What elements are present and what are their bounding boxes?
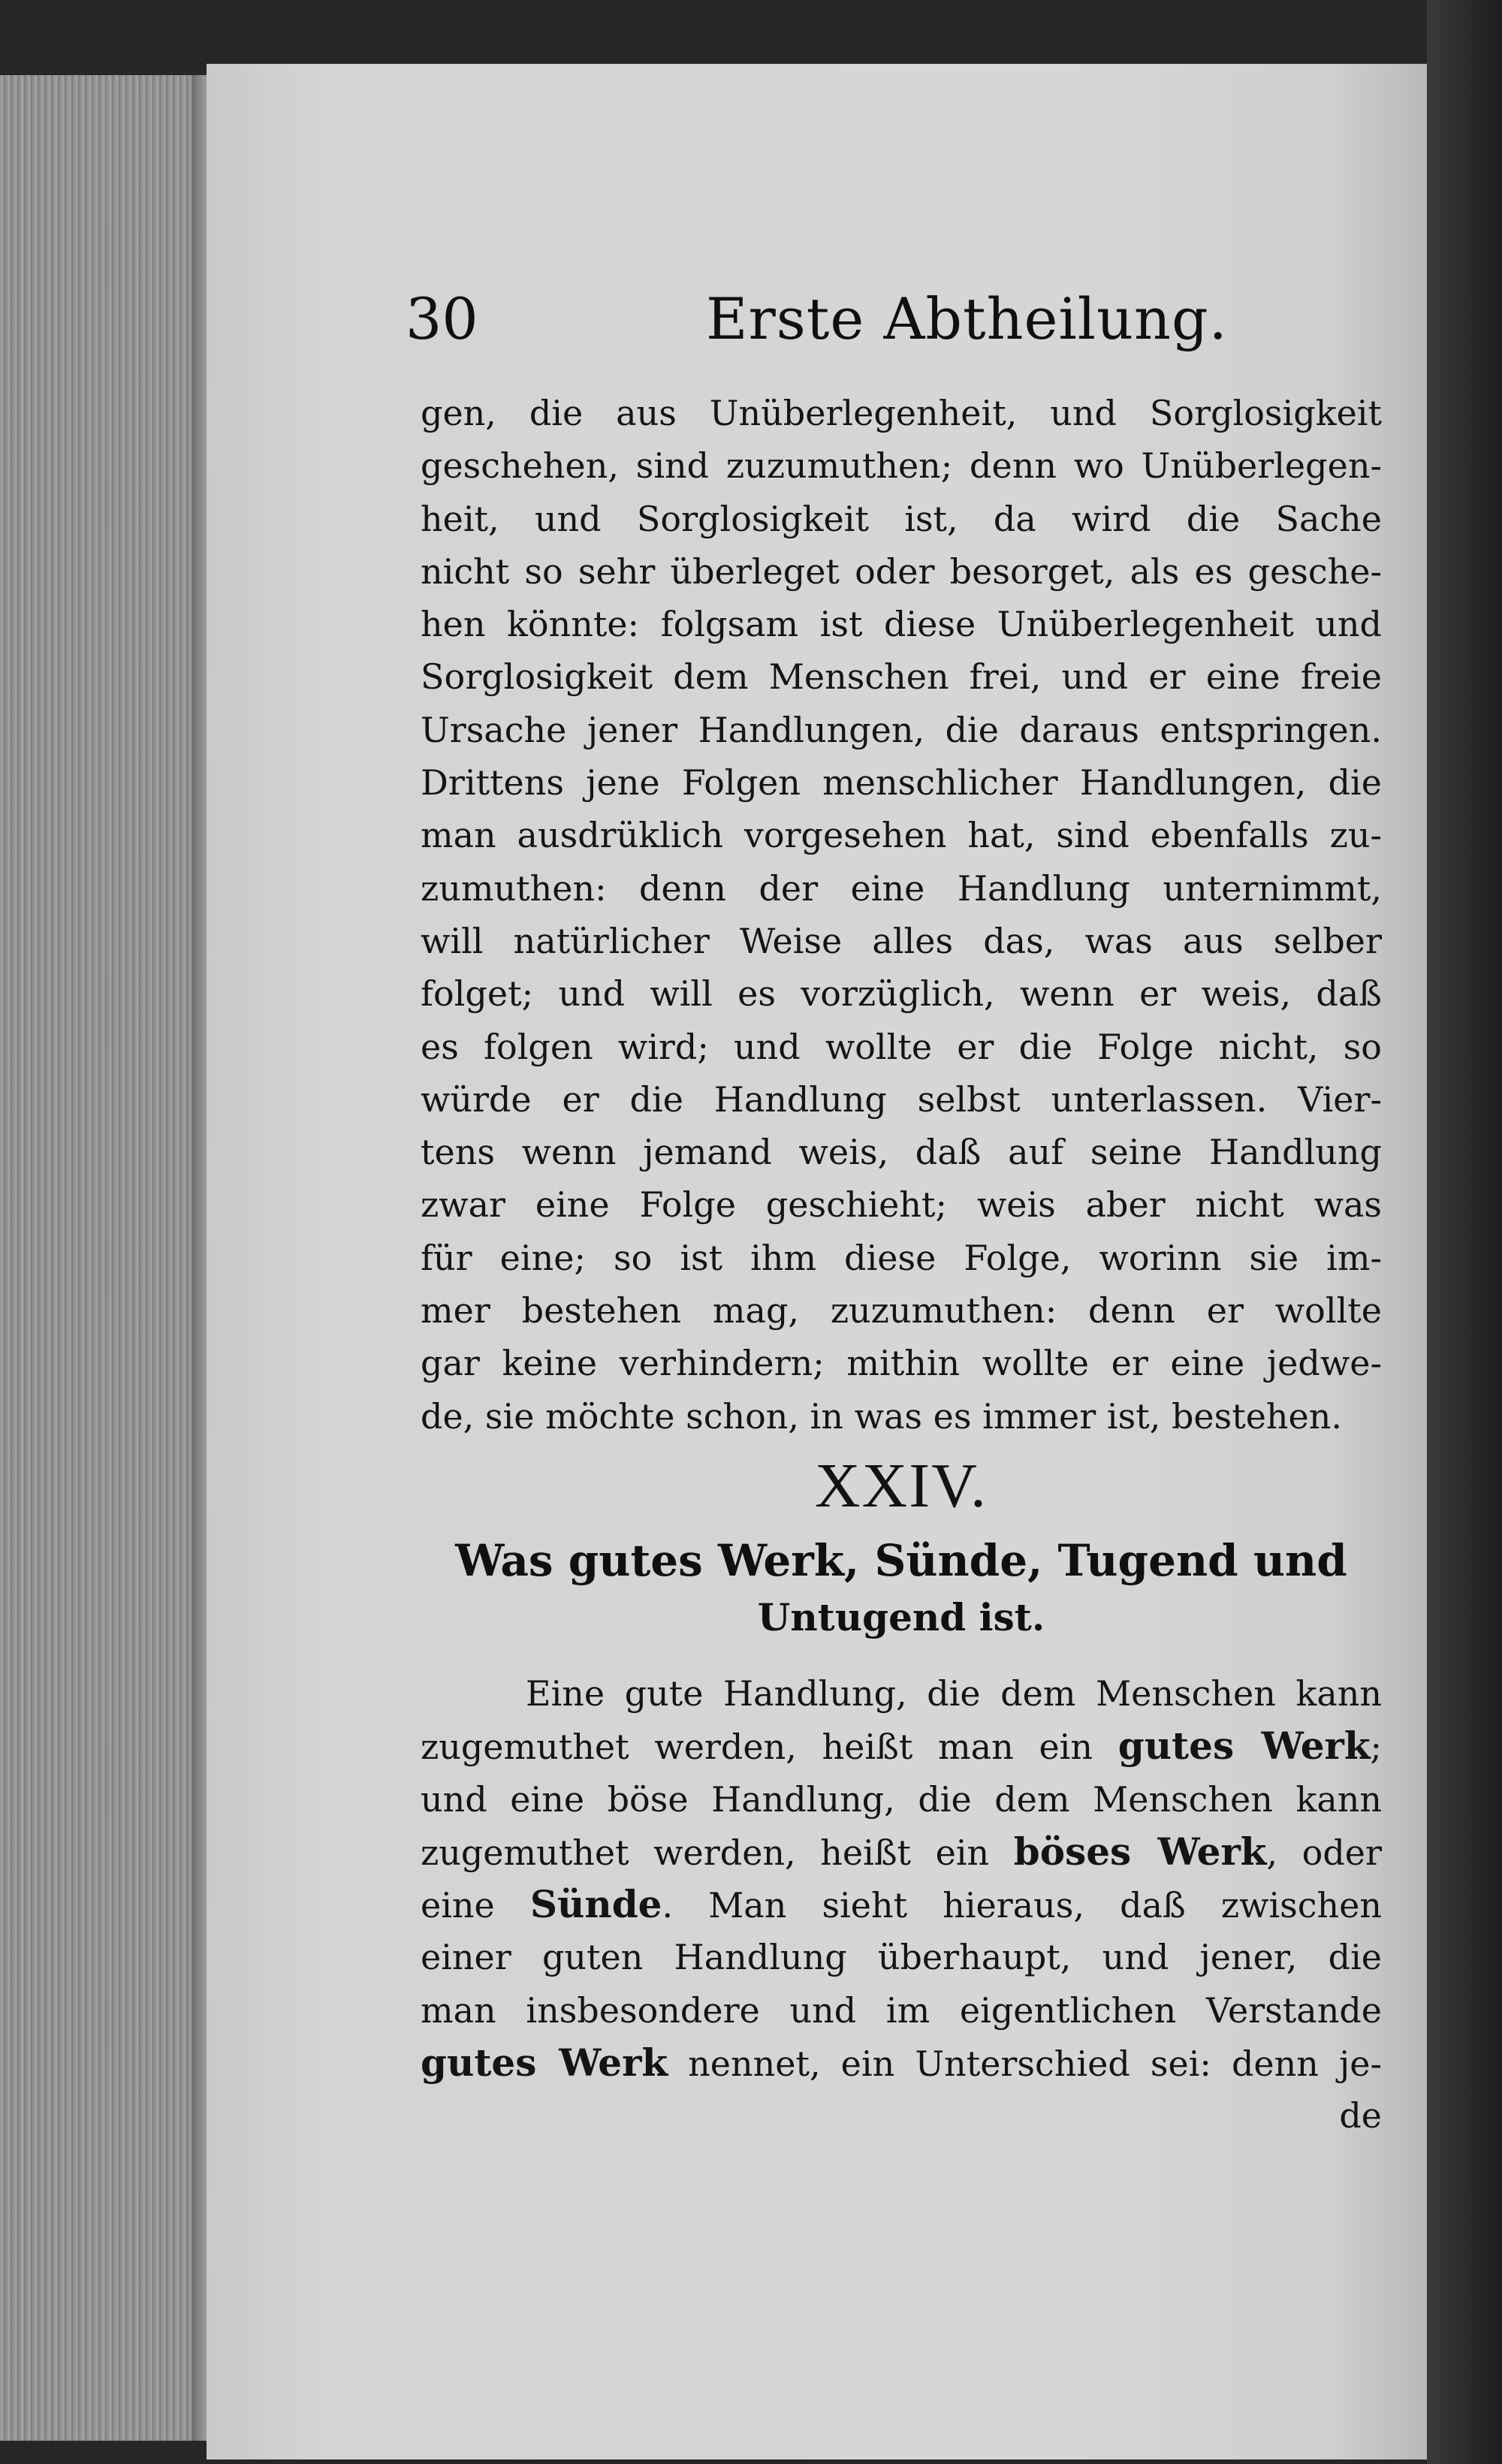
text-line: einer guten Handlung überhaupt, und jener, die: [421, 1937, 1382, 1978]
emphasized-term: gutes Werk: [421, 2040, 668, 2086]
text-run: nennet, ein Unterschied sei: denn je-: [668, 2043, 1382, 2085]
running-head: Erste Abtheilung.: [706, 285, 1228, 352]
text-line: und eine böse Handlung, die dem Menschen kann: [421, 1778, 1382, 1820]
text-line: es folgen wird; und wollte er die Folge nicht, so: [421, 1026, 1382, 1067]
text-line: man ausdrüklich vorgesehen hat, sind ebenfalls zu-: [421, 815, 1382, 856]
section-title: [421, 1532, 1382, 1646]
book-page-edges: [0, 75, 207, 2441]
page-header: [406, 285, 1382, 368]
text-line: Sorglosigkeit dem Menschen frei, und er eine freie: [421, 656, 1382, 698]
text-run: . Man sieht hieraus, daß zwischen: [662, 1885, 1382, 1926]
text-run: ;: [1370, 1727, 1382, 1768]
text-line: [421, 1878, 1382, 1931]
text-line: [421, 1720, 1382, 1772]
text-line: Eine gute Handlung, die dem Menschen kann: [526, 1673, 1382, 1714]
text-line: [421, 1826, 1382, 1878]
text-run: zugemuthet werden, heißt man ein: [421, 1727, 1118, 1768]
text-line: folget; und will es vorzüglich, wenn er weis, daß: [421, 973, 1382, 1015]
text-line: zwar eine Folge geschieht; weis aber nicht was: [421, 1184, 1382, 1226]
text-line: nicht so sehr überleget oder besorget, als es gesche-: [421, 550, 1382, 592]
text-line: heit, und Sorglosigkeit ist, da wird die Sache: [421, 498, 1382, 539]
page-number: 30: [406, 285, 478, 352]
paragraph-definition: [421, 1667, 1382, 2143]
text-line: mer bestehen mag, zuzumuthen: denn er wollte: [421, 1290, 1382, 1332]
text-line: [421, 2037, 1382, 2089]
facing-page-shadow: [1427, 0, 1502, 2464]
text-line: Drittens jene Folgen menschlicher Handlungen, die: [421, 762, 1382, 804]
text-line: gen, die aus Unüberlegenheit, und Sorglosigkeit: [421, 393, 1382, 433]
section-title-line-2: Untugend ist.: [757, 1595, 1045, 1639]
emphasized-term: Sünde: [529, 1882, 662, 1927]
text-line: geschehen, sind zuzumuthen; denn wo Unüberlegen-: [421, 445, 1382, 487]
text-line: würde er die Handlung selbst unterlassen. Vier-: [421, 1078, 1382, 1120]
text-line: gar keine verhindern; mithin wollte er eine jedwe-: [421, 1343, 1382, 1384]
section-title-line: Was gutes Werk, Sünde, Tugend und: [455, 1535, 1347, 1586]
text-line: Ursache jener Handlungen, die daraus entspringen.: [421, 709, 1382, 750]
paragraph-continued: [421, 387, 1382, 1443]
emphasized-term: gutes Werk: [1117, 1724, 1371, 1769]
text-run: , oder: [1266, 1832, 1382, 1873]
emphasized-term: böses Werk: [1013, 1829, 1267, 1874]
section-number: XXIV.: [814, 1451, 988, 1521]
text-run: eine: [421, 1885, 530, 1926]
text-run: zugemuthet werden, heißt ein: [421, 1832, 1014, 1873]
text-line: für eine; so ist ihm diese Folge, worinn sie im-: [421, 1237, 1382, 1278]
text-line: hen könnte: folgsam ist diese Unüberlegenheit und: [421, 604, 1382, 645]
text-line: de, sie möchte schon, in was es immer ist, bestehen.: [421, 1395, 1343, 1437]
text-line: tens wenn jemand weis, daß auf seine Handlung: [421, 1132, 1382, 1173]
text-line: man insbesondere und im eigentlichen Verstande: [421, 1989, 1382, 2031]
catchword: de: [1339, 2095, 1382, 2137]
text-line: will natürlicher Weise alles das, was aus selber: [421, 920, 1382, 961]
text-line: zumuthen: denn der eine Handlung unternimmt,: [421, 867, 1382, 909]
